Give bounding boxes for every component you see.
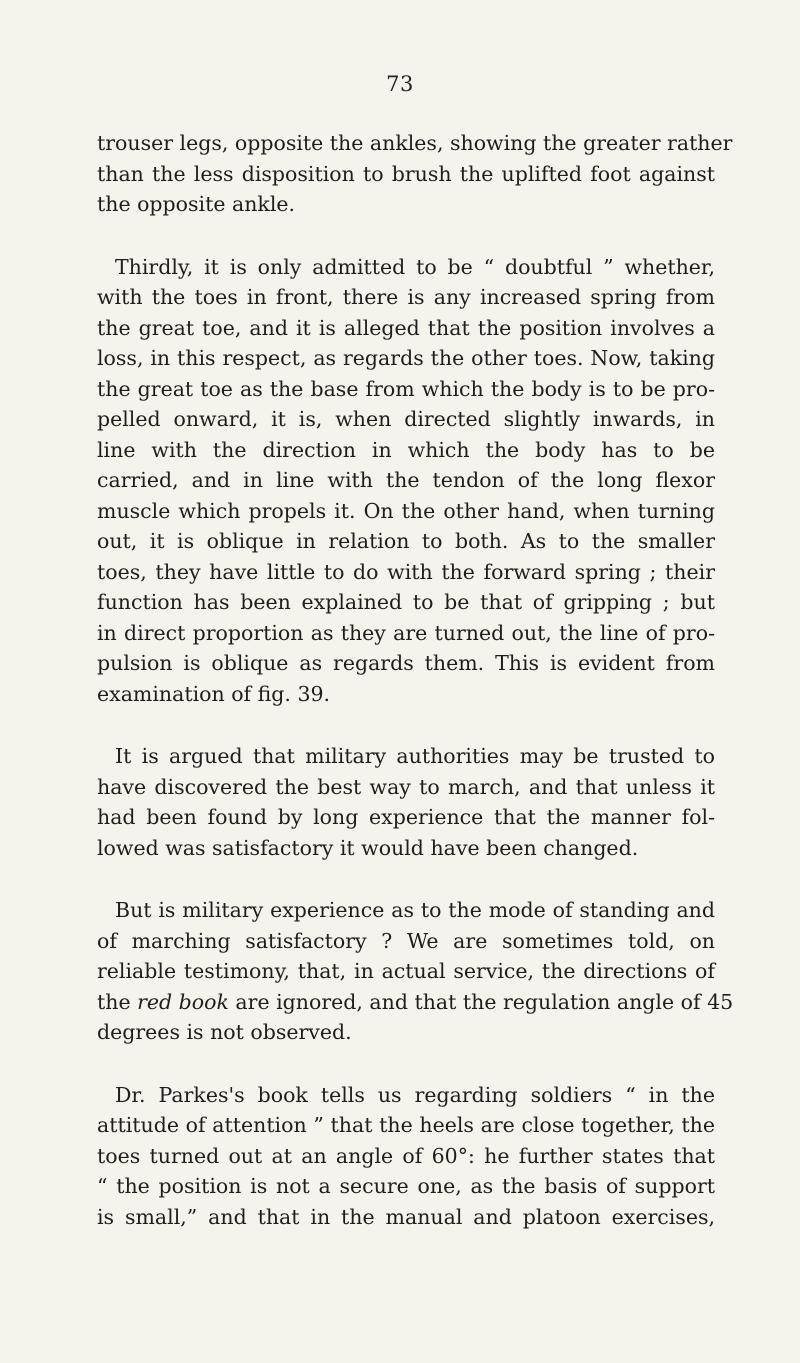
text-line: had been found by long experience that the manner fol- xyxy=(97,805,715,829)
text-line: out, it is oblique in relation to both. As to the smaller xyxy=(97,529,715,553)
text-line: Thirdly, it is only admitted to be “ doubtful ” whether, xyxy=(115,254,715,279)
text-line: Dr. Parkes's book tells us regarding soldiers “ in the xyxy=(115,1082,715,1107)
paragraph xyxy=(97,741,715,863)
text-line: than the less disposition to brush the uplifted foot against xyxy=(97,161,715,186)
paragraph xyxy=(97,252,715,710)
text-line: the great toe, and it is alleged that the position involves a xyxy=(97,315,715,340)
text-line: loss, in this respect, as regards the other toes. Now, taking xyxy=(97,346,715,370)
text-line: pelled onward, it is, when directed slightly inwards, in xyxy=(97,407,715,431)
text-line: is small,” and that in the manual and platoon exercises, xyxy=(97,1204,715,1229)
text-line-italic-phrase: the red book are ignored, and that the regulation angle of 45 xyxy=(97,989,734,1014)
text-line: muscle which propels it. On the other hand, when turning xyxy=(97,498,715,523)
body-text xyxy=(97,128,734,1264)
text-line: the great toe as the base from which the body is to be pro- xyxy=(97,376,715,401)
text-line: lowed was satisfactory it would have been changed. xyxy=(97,835,639,860)
paragraph xyxy=(97,895,734,1048)
text-line: toes, they have little to do with the forward spring ; their xyxy=(97,559,715,584)
text-line: line with the direction in which the body has to be xyxy=(97,437,715,462)
page-number: 73 xyxy=(386,72,414,96)
text-line: the opposite ankle. xyxy=(97,192,296,216)
text-line: degrees is not observed. xyxy=(97,1020,352,1044)
text-line: trouser legs, opposite the ankles, showing the greater rather xyxy=(97,131,733,155)
text-line: have discovered the best way to march, and that unless it xyxy=(97,774,715,799)
text-line: carried, and in line with the tendon of the long flexor xyxy=(97,468,715,492)
text-line: But is military experience as to the mode of standing and xyxy=(115,898,715,922)
text-line: It is argued that military authorities may be trusted to xyxy=(115,744,715,768)
italic-phrase: red book xyxy=(137,989,229,1014)
text-line: examination of fig. 39. xyxy=(97,681,331,706)
text-line: pulsion is oblique as regards them. This is evident from xyxy=(97,651,715,675)
text-line: attitude of attention ” that the heels are close together, the xyxy=(97,1113,715,1137)
text-line: “ the position is not a secure one, as the basis of support xyxy=(97,1174,715,1198)
text-line: with the toes in front, there is any increased spring from xyxy=(97,285,715,309)
paragraph xyxy=(97,128,733,220)
text-line: toes turned out at an angle of 60°: he further states that xyxy=(97,1143,715,1168)
paragraph xyxy=(97,1080,715,1233)
text-line: reliable testimony, that, in actual service, the directions of xyxy=(97,959,715,983)
text-line: function has been explained to be that of gripping ; but xyxy=(97,590,715,614)
text-line: of marching satisfactory ? We are sometimes told, on xyxy=(97,928,715,953)
text-line: in direct proportion as they are turned out, the line of pro- xyxy=(97,620,715,645)
